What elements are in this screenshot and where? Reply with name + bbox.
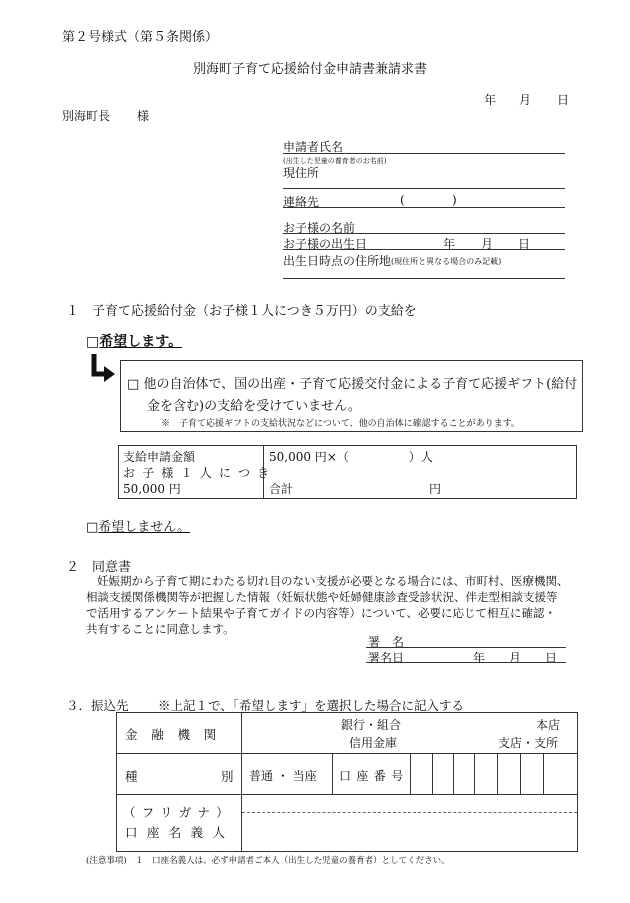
account-digit-divider-5 — [520, 753, 521, 794]
contact-line[interactable] — [283, 207, 565, 208]
signature-label: 署 名 — [368, 635, 405, 649]
section3-heading: ３．振込先 — [66, 698, 129, 713]
contact-label: 連絡先 — [283, 195, 320, 209]
amount-label-2: お子様１人につき — [123, 466, 277, 480]
applicant-name-label: 申請者氏名 — [283, 140, 344, 154]
signature-date-label: 署名日 — [368, 651, 405, 665]
account-digit-divider-2 — [453, 753, 454, 794]
checkbox-icon[interactable]: □ — [86, 334, 100, 350]
furigana-dashed-line — [242, 812, 577, 813]
sub-condition-line1[interactable] — [127, 373, 577, 392]
footnote: (注意事項) １ 口座名義人は、必ず申請者ご本人（出生した児童の養育者）としてください。 — [86, 856, 450, 866]
sub-condition-text-2: 金を含む)の支給を受けていません。 — [147, 399, 361, 414]
account-digit-divider-6 — [543, 753, 544, 794]
checkbox-icon[interactable]: □ — [127, 377, 140, 392]
birth-address-line[interactable] — [283, 278, 565, 279]
child-birth-month: 月 — [481, 237, 494, 251]
address-label: 現住所 — [283, 166, 320, 180]
sub-condition-text-1: 他の自治体で、国の出産・子育て応援交付金による子育て応援ギフト(給付 — [143, 377, 578, 392]
branch-type-2: 支店・支所 — [498, 736, 559, 750]
total-label: 合計 — [269, 482, 294, 496]
signature-line[interactable] — [366, 647, 566, 648]
consent-body-2: 相談支援関係機関等が把握した情報（妊娠状態や妊婦健康診査受診状況、伴走型相談支援等 — [86, 590, 558, 604]
bank-name-label: 金融機関 — [125, 727, 231, 742]
option-want[interactable] — [86, 331, 182, 351]
amount-table — [118, 445, 577, 499]
contact-paren-open: ( — [400, 193, 405, 207]
consent-body-4: 共有することに同意します。 — [86, 622, 235, 636]
address-line[interactable] — [283, 188, 565, 189]
account-digit-divider-4 — [497, 753, 498, 794]
child-birth-year: 年 — [443, 237, 456, 251]
account-kind-label-b: 別 — [221, 769, 234, 784]
account-digit-divider-3 — [474, 753, 475, 794]
applicant-name-line[interactable] — [283, 153, 565, 154]
date-year-label: 年 — [484, 93, 497, 107]
total-unit: 円 — [429, 482, 442, 496]
birth-address-label: 出生日時点の住所地 — [283, 254, 392, 268]
child-birth-label: お子様の出生日 — [283, 237, 368, 251]
bank-row-line-2 — [117, 794, 577, 795]
addressee: 別海町長 — [62, 109, 111, 123]
sig-day: 日 — [545, 651, 558, 665]
sig-month: 月 — [509, 651, 522, 665]
option-want-label: 希望します。 — [99, 334, 183, 350]
date-month-label: 月 — [519, 93, 532, 107]
child-birth-day: 日 — [518, 237, 531, 251]
bank-row-line-1 — [117, 753, 577, 754]
amount-formula[interactable]: 50,000 円×（ ）人 — [269, 450, 433, 464]
sig-year: 年 — [473, 651, 486, 665]
sub-condition-note: ※ 子育て応援ギフトの支給状況などについて、他の自治体に確認することがあります。 — [161, 419, 520, 429]
account-type[interactable]: 普通 ・ 当座 — [249, 769, 317, 783]
child-name-line[interactable] — [283, 233, 565, 234]
section2-heading: ２ 同意書 — [66, 560, 132, 575]
account-kind-label-a: 種 — [125, 769, 138, 784]
account-digit-divider-0 — [410, 753, 411, 794]
amount-label-3: 50,000 円 — [123, 482, 181, 496]
furigana-label: （フリガナ） — [123, 805, 235, 820]
addressee-suffix: 様 — [137, 109, 150, 123]
down-right-arrow-icon — [88, 352, 118, 384]
option-not-want[interactable] — [86, 516, 190, 535]
account-number-label: 口座番号 — [339, 769, 409, 783]
section3-note: ※上記１で、「希望します」を選択した場合に記入する — [158, 698, 465, 713]
contact-paren-close: ) — [452, 193, 457, 207]
bank-label-divider — [241, 713, 242, 851]
date-day-label: 日 — [557, 93, 570, 107]
account-digit-divider-1 — [432, 753, 433, 794]
form-number: 第２号様式（第５条関係） — [62, 30, 219, 45]
applicant-name-note: (出生した児童の養育者のお名前) — [283, 157, 387, 165]
page-title: 別海町子育て応援給付金申請書兼請求書 — [193, 62, 428, 77]
account-type-divider — [332, 753, 333, 794]
bank-table — [116, 712, 578, 852]
bank-type-1: 銀行・組合 — [341, 718, 402, 732]
bank-type-2: 信用金庫 — [349, 736, 398, 750]
sub-condition-box — [120, 360, 583, 432]
checkbox-icon[interactable]: □ — [86, 520, 99, 535]
account-holder-label: 口座名義人 — [125, 825, 235, 840]
child-name-label: お子様の名前 — [283, 221, 356, 235]
branch-type-1: 本店 — [536, 718, 561, 732]
amount-label-1: 支給申請金額 — [123, 450, 196, 464]
consent-body-3: で活用するアンケート結果や子育てガイドの内容等）について、必要に応じて相互に確認・ — [86, 606, 556, 620]
child-birth-line[interactable] — [283, 249, 565, 250]
option-not-want-label: 希望しません。 — [98, 520, 191, 535]
birth-address-note: (現住所と異なる場合のみ記載) — [391, 257, 502, 266]
section1-heading: １ 子育て応援給付金（お子様１人につき５万円）の支給を — [66, 304, 417, 319]
consent-body-1: 妊娠期から子育て期にわたる切れ目のない支援が必要となる場合には、市町村、医療機関、 — [97, 574, 569, 588]
signature-date-line[interactable] — [366, 662, 566, 663]
